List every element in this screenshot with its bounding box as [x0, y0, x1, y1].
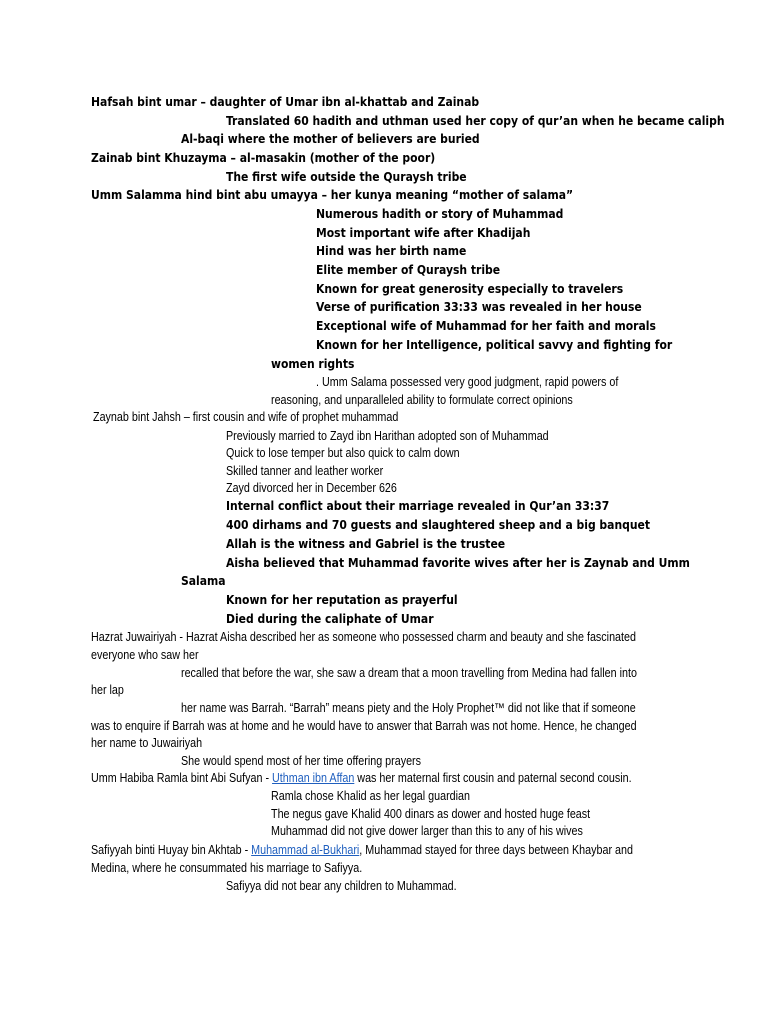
text-line: Al-baqi where the mother of believers are buried — [181, 132, 480, 146]
text-line: Most important wife after Khadijah — [316, 226, 531, 240]
text-line: Medina, where he consummated his marriage to Safiyya. — [91, 861, 363, 875]
text-line: Internal conflict about their marriage revealed in Qur’an 33:37 — [226, 499, 610, 513]
text-line: Translated 60 hadith and uthman used her copy of qur’an when he became caliph — [226, 114, 725, 128]
text-line: Known for great generosity especially to travelers — [316, 282, 624, 296]
text-line: 400 dirhams and 70 guests and slaughtered sheep and a big banquet — [226, 518, 651, 532]
text-line: Known for her reputation as prayerful — [226, 593, 458, 607]
text-line: Salama — [181, 574, 226, 588]
text-line: Elite member of Quraysh tribe — [316, 263, 501, 277]
text-line: Died during the caliphate of Umar — [226, 612, 434, 626]
uthman-ibn-affan-link[interactable]: Uthman ibn Affan — [272, 771, 355, 785]
text-line: Umm Salamma hind bint abu umayya – her kunya meaning “mother of salama” — [91, 188, 574, 202]
text-line: her lap — [91, 683, 124, 697]
text-line: her name to Juwairiyah — [91, 736, 203, 750]
text-line: Verse of purification 33:33 was revealed in her house — [316, 300, 642, 314]
text-line: was to enquire if Barrah was at home and he would have to answer that Barrah was not home. Hence, he changed — [91, 719, 637, 733]
text-line: She would spend most of her time offering prayers — [181, 754, 422, 768]
text-line: Allah is the witness and Gabriel is the trustee — [226, 537, 506, 551]
text-line: Safiyya did not bear any children to Muhammad. — [226, 879, 457, 893]
text-line: Quick to lose temper but also quick to calm down — [226, 446, 460, 460]
text-line: Aisha believed that Muhammad favorite wives after her is Zaynab and Umm — [226, 556, 690, 570]
text-line: Numerous hadith or story of Muhammad — [316, 207, 564, 221]
text-line: reasoning, and unparalleled ability to formulate correct opinions — [271, 393, 573, 407]
text-line: Ramla chose Khalid as her legal guardian — [271, 789, 470, 803]
text-line: Zayd divorced her in December 626 — [226, 481, 397, 495]
text-span: Safiyyah binti Huyay bin Akhtab - — [91, 843, 252, 857]
text-line: The negus gave Khalid 400 dinars as dower and hosted huge feast — [271, 807, 591, 821]
text-line: Zaynab bint Jahsh – first cousin and wife of prophet muhammad — [93, 410, 399, 424]
text-line: Muhammad did not give dower larger than this to any of his wives — [271, 824, 583, 838]
text-line: Previously married to Zayd ibn Harithan adopted son of Muhammad — [226, 429, 549, 443]
text-line: Hind was her birth name — [316, 244, 467, 258]
text-line: women rights — [271, 357, 355, 371]
text-span: was her maternal first cousin and paternal second cousin. — [354, 771, 632, 785]
text-line — [91, 772, 632, 785]
text-line — [91, 844, 633, 857]
text-line: Hafsah bint umar – daughter of Umar ibn al-khattab and Zainab — [91, 95, 480, 109]
text-line: Skilled tanner and leather worker — [226, 464, 384, 478]
text-span: , Muhammad stayed for three days between Khaybar and — [359, 843, 633, 857]
text-line: Hazrat Juwairiyah - Hazrat Aisha described her as someone who possessed charm and beauty and she fascinated — [91, 630, 636, 644]
text-line: . Umm Salama possessed very good judgment, rapid powers of — [316, 375, 619, 389]
text-span: Umm Habiba Ramla bint Abi Sufyan - — [91, 771, 273, 785]
text-line: Known for her Intelligence, political savvy and fighting for — [316, 338, 673, 352]
text-line: everyone who saw her — [91, 648, 199, 662]
text-line: recalled that before the war, she saw a dream that a moon travelling from Medina had fallen into — [181, 666, 637, 680]
text-line: The first wife outside the Quraysh tribe — [226, 170, 467, 184]
text-line: her name was Barrah. “Barrah” means piety and the Holy Prophet™ did not like that if someone — [181, 701, 636, 715]
text-line: Exceptional wife of Muhammad for her faith and morals — [316, 319, 656, 333]
muhammad-al-bukhari-link[interactable]: Muhammad al-Bukhari — [251, 843, 360, 857]
text-line: Zainab bint Khuzayma – al-masakin (mother of the poor) — [91, 151, 436, 165]
